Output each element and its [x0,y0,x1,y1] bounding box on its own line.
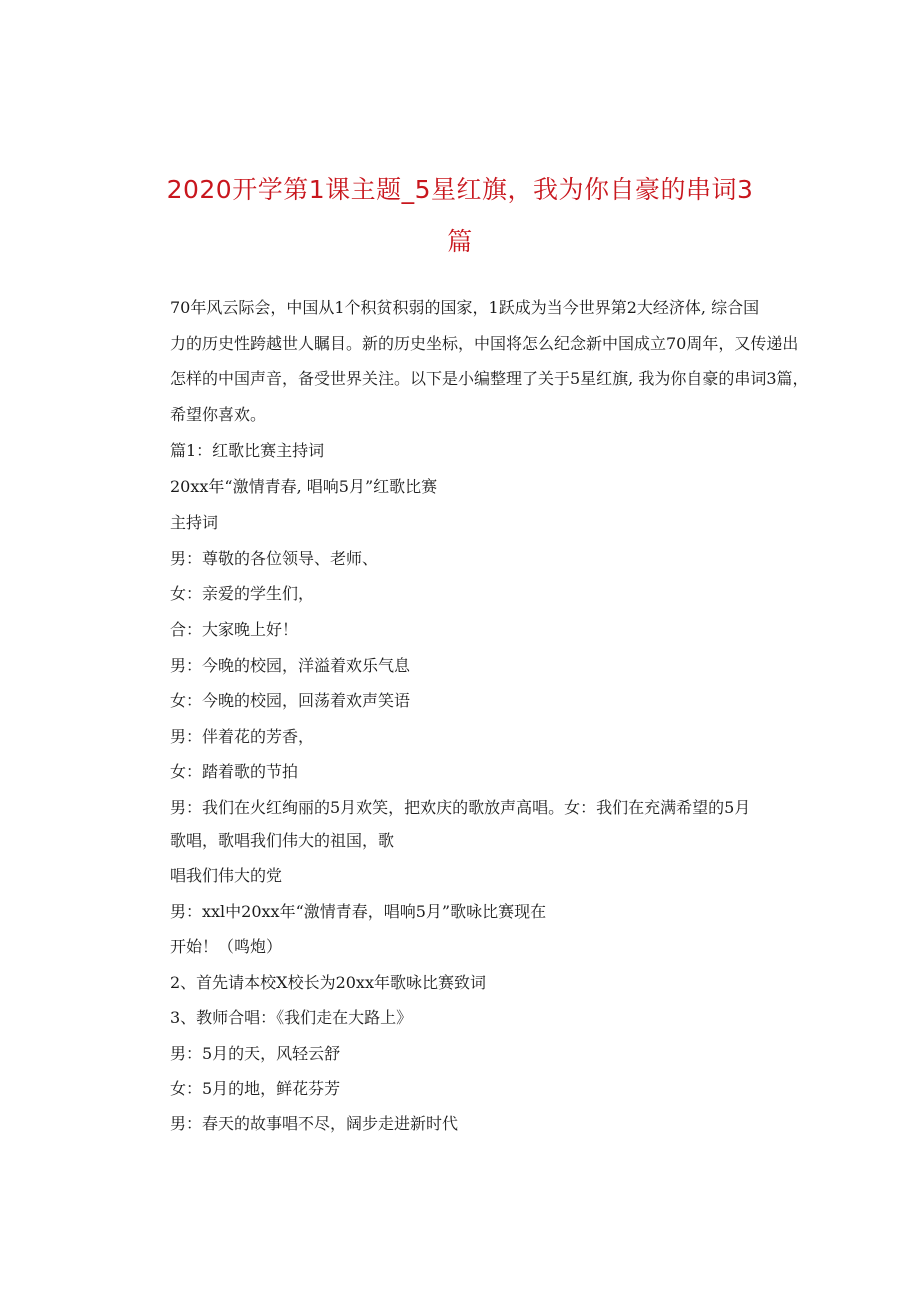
text-line: 男：伴着花的芳香， [170,727,315,746]
text-line: 合：大家晚上好！ [170,620,299,639]
text-line: 20xx年“激情青春, 唱响5月”红歌比赛 [170,477,438,496]
document-title-line1: 2020开学第1课主题_5星红旗，我为你自豪的串词3 [166,175,754,204]
text-line: 篇1：红歌比赛主持词 [170,441,325,460]
text-line: 女：踏着歌的节拍 [170,762,299,781]
text-line: 男：尊敬的各位领导、老师、 [170,549,379,568]
text-line: 开始！（鸣炮） [170,937,283,956]
intro-line-3: 怎样的中国声音，备受世界关注。以下是小编整理了关于5星红旗, 我为你自豪的串词3篇， [170,369,809,388]
text-line: 唱我们伟大的党 [170,866,283,885]
long-para-line-2: 歌唱，歌唱我们伟大的祖国，歌 [170,831,395,850]
text-line: 男：春天的故事唱不尽，阔步走进新时代 [170,1114,459,1133]
text-line: 2、首先请本校X校长为20xx年歌咏比赛致词 [170,973,486,992]
intro-line-1: 70年风云际会，中国从1个积贫积弱的国家，1跃成为当今世界第2大经济体, 综合国 [170,298,760,317]
text-line: 女：亲爱的学生们， [170,584,315,603]
text-line: 男：5月的天，风轻云舒 [170,1044,341,1063]
intro-line-4: 希望你喜欢。 [170,405,267,424]
text-line: 3、教师合唱：《我们走在大路上》 [170,1008,413,1027]
long-para-line-1: 男：我们在火红绚丽的5月欢笑，把欢庆的歌放声高唱。女：我们在充满希望的5月 [170,798,751,817]
text-line: 男：今晚的校园，洋溢着欢乐气息 [170,656,411,675]
intro-line-2: 力的历史性跨越世人瞩目。新的历史坐标，中国将怎么纪念新中国成立70周年，又传递出 [170,334,799,353]
text-line: 主持词 [170,513,219,532]
document-title-line2: 篇 [447,227,473,256]
text-line: 女：5月的地，鲜花芬芳 [170,1079,341,1098]
text-line: 男：xxl中20xx年“激情青春，唱响5月”歌咏比赛现在 [170,902,547,921]
text-line: 女：今晚的校园，回荡着欢声笑语 [170,691,411,710]
